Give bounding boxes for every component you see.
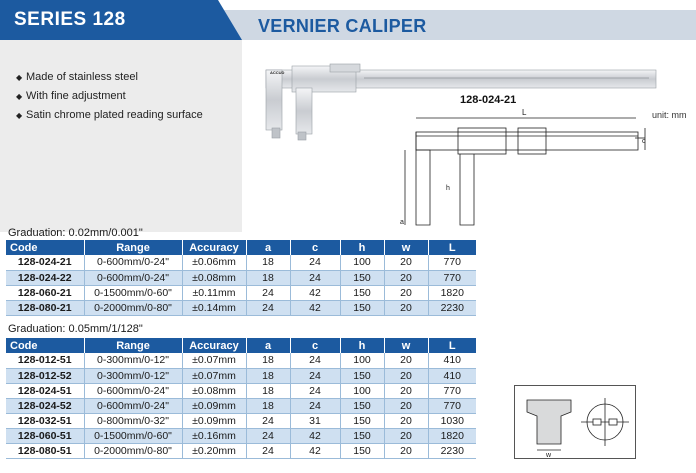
table-cell: 24 xyxy=(290,255,340,270)
table-cell: ±0.07mm xyxy=(182,368,246,383)
fixed-jaw-photo xyxy=(266,70,282,130)
table-cell: 0-1500mm/0-60" xyxy=(84,285,182,300)
table-cell: 150 xyxy=(340,300,384,315)
moving-jaw-photo xyxy=(296,88,312,134)
table-cell: 150 xyxy=(340,368,384,383)
table-cell: 150 xyxy=(340,413,384,428)
table-cell: 770 xyxy=(428,255,476,270)
table-cell: 128-080-51 xyxy=(6,443,84,458)
fixed-jaw-tip-photo xyxy=(272,128,280,138)
table-cell: 20 xyxy=(384,300,428,315)
table-cell: 128-080-21 xyxy=(6,300,84,315)
table-cell: 410 xyxy=(428,353,476,368)
table-cell: 18 xyxy=(246,255,290,270)
diagram-beam xyxy=(416,132,638,150)
table-cell: 20 xyxy=(384,383,428,398)
table-cell: 128-024-52 xyxy=(6,398,84,413)
table-cell: 18 xyxy=(246,368,290,383)
table-cell: 18 xyxy=(246,383,290,398)
column-header: Range xyxy=(84,240,182,255)
table-row xyxy=(6,398,476,413)
table-cell: 18 xyxy=(246,270,290,285)
table-row xyxy=(6,353,476,368)
diamond-bullet-icon: ◆ xyxy=(16,111,23,120)
dimension-label-h: h xyxy=(446,185,450,192)
jaw-profile-icon xyxy=(527,400,571,444)
table-cell: 2230 xyxy=(428,443,476,458)
section-left-mark xyxy=(593,419,601,425)
table-cell: ±0.20mm xyxy=(182,443,246,458)
series-title: SERIES 128 xyxy=(14,9,126,30)
table-cell: 0-2000mm/0-80" xyxy=(84,300,182,315)
feature-text: Made of stainless steel xyxy=(26,71,138,83)
table-cell: 1820 xyxy=(428,285,476,300)
column-header: c xyxy=(290,338,340,353)
column-header: Range xyxy=(84,338,182,353)
table-cell: 128-024-22 xyxy=(6,270,84,285)
table-cell: 24 xyxy=(246,285,290,300)
diamond-bullet-icon: ◆ xyxy=(16,92,23,101)
table-cell: 20 xyxy=(384,255,428,270)
table-cell: 24 xyxy=(246,443,290,458)
table-cell: 24 xyxy=(246,413,290,428)
table-cell: 42 xyxy=(290,285,340,300)
table-cell: 0-800mm/0-32" xyxy=(84,413,182,428)
table-cell: 770 xyxy=(428,270,476,285)
jaw-detail-drawing xyxy=(515,386,635,458)
table-row xyxy=(6,443,476,458)
table-cell: 0-600mm/0-24" xyxy=(84,255,182,270)
column-header: Accuracy xyxy=(182,240,246,255)
diamond-bullet-icon: ◆ xyxy=(16,73,23,82)
table-cell: 0-300mm/0-12" xyxy=(84,368,182,383)
table-cell: 20 xyxy=(384,353,428,368)
table-cell: ±0.16mm xyxy=(182,428,246,443)
table-cell: ±0.08mm xyxy=(182,383,246,398)
table-cell: 128-024-21 xyxy=(6,255,84,270)
table-cell: 150 xyxy=(340,285,384,300)
graduation-label-1: Graduation: 0.02mm/0.001" xyxy=(8,227,143,239)
product-title: VERNIER CALIPER xyxy=(258,16,427,36)
column-header: Code xyxy=(6,240,84,255)
spec-table-1 xyxy=(6,240,476,316)
table-cell: 0-2000mm/0-80" xyxy=(84,443,182,458)
table-row xyxy=(6,428,476,443)
table-cell: 1030 xyxy=(428,413,476,428)
table-cell: 128-032-51 xyxy=(6,413,84,428)
diagram-model-code: 128-024-21 xyxy=(460,94,517,106)
table-cell: 770 xyxy=(428,383,476,398)
feature-list xyxy=(16,68,203,125)
brand-mark: ACCUD xyxy=(270,70,285,75)
table-cell: 410 xyxy=(428,368,476,383)
table-cell: ±0.08mm xyxy=(182,270,246,285)
feature-item xyxy=(16,87,203,106)
feature-text: Satin chrome plated reading surface xyxy=(26,109,203,121)
table-header-row xyxy=(6,240,476,255)
table-cell: 20 xyxy=(384,368,428,383)
table-cell: 0-600mm/0-24" xyxy=(84,383,182,398)
table-cell: 20 xyxy=(384,413,428,428)
width-label: w xyxy=(546,452,552,458)
table-cell: 770 xyxy=(428,398,476,413)
table-cell: 0-300mm/0-12" xyxy=(84,353,182,368)
moving-jaw-tip-photo xyxy=(298,132,306,140)
column-header: w xyxy=(384,338,428,353)
feature-text: With fine adjustment xyxy=(26,90,126,102)
column-header: h xyxy=(340,338,384,353)
table-cell: 150 xyxy=(340,428,384,443)
table-row xyxy=(6,383,476,398)
table-cell: 31 xyxy=(290,413,340,428)
table-row xyxy=(6,300,476,315)
table-cell: 24 xyxy=(246,300,290,315)
table-cell: ±0.07mm xyxy=(182,353,246,368)
fine-adjust-photo xyxy=(330,64,360,72)
feature-item xyxy=(16,68,203,87)
feature-item xyxy=(16,106,203,125)
table-row xyxy=(6,285,476,300)
table-cell: 24 xyxy=(290,270,340,285)
table-cell: 128-012-51 xyxy=(6,353,84,368)
graduation-label-2: Graduation: 0.05mm/1/128" xyxy=(8,323,143,335)
spec-table-2 xyxy=(6,338,476,459)
table-cell: 0-1500mm/0-60" xyxy=(84,428,182,443)
table-header-row xyxy=(6,338,476,353)
table-cell: 24 xyxy=(246,428,290,443)
column-header: L xyxy=(428,338,476,353)
table-cell: 24 xyxy=(290,353,340,368)
table-cell: ±0.06mm xyxy=(182,255,246,270)
table-cell: 150 xyxy=(340,270,384,285)
column-header: h xyxy=(340,240,384,255)
column-header: Code xyxy=(6,338,84,353)
table-cell: 18 xyxy=(246,398,290,413)
diagram-moving-jaw xyxy=(460,154,474,225)
table-cell: 128-024-51 xyxy=(6,383,84,398)
jaw-detail-box xyxy=(514,385,636,459)
table-cell: 128-060-21 xyxy=(6,285,84,300)
table-cell: 2230 xyxy=(428,300,476,315)
column-header: L xyxy=(428,240,476,255)
table-cell: 100 xyxy=(340,353,384,368)
dimension-label-L: L xyxy=(522,108,527,117)
table-cell: 20 xyxy=(384,443,428,458)
table-cell: ±0.11mm xyxy=(182,285,246,300)
table-cell: 18 xyxy=(246,353,290,368)
table-cell: 42 xyxy=(290,443,340,458)
table-cell: 1820 xyxy=(428,428,476,443)
table-cell: 24 xyxy=(290,383,340,398)
dimension-label-a: a xyxy=(400,219,404,226)
table-cell: 20 xyxy=(384,398,428,413)
table-cell: 20 xyxy=(384,270,428,285)
table-cell: 42 xyxy=(290,428,340,443)
column-header: a xyxy=(246,338,290,353)
table-cell: ±0.09mm xyxy=(182,398,246,413)
table-cell: 100 xyxy=(340,383,384,398)
table-cell: 150 xyxy=(340,398,384,413)
table-cell: 20 xyxy=(384,285,428,300)
column-header: w xyxy=(384,240,428,255)
section-right-mark xyxy=(609,419,617,425)
table-cell: 0-600mm/0-24" xyxy=(84,270,182,285)
unit-label: unit: mm xyxy=(652,110,687,120)
table-cell: 42 xyxy=(290,300,340,315)
diagram-fixed-jaw xyxy=(416,132,430,225)
table-cell: 128-060-51 xyxy=(6,428,84,443)
table-row xyxy=(6,368,476,383)
dimension-label-c: c xyxy=(642,138,646,145)
column-header: a xyxy=(246,240,290,255)
table-cell: 20 xyxy=(384,428,428,443)
table-cell: 150 xyxy=(340,443,384,458)
table-cell: 0-600mm/0-24" xyxy=(84,398,182,413)
table-cell: 128-012-52 xyxy=(6,368,84,383)
column-header: c xyxy=(290,240,340,255)
table-row xyxy=(6,413,476,428)
column-header: Accuracy xyxy=(182,338,246,353)
table-row xyxy=(6,255,476,270)
table-cell: ±0.09mm xyxy=(182,413,246,428)
table-cell: 24 xyxy=(290,398,340,413)
table-cell: 100 xyxy=(340,255,384,270)
table-cell: ±0.14mm xyxy=(182,300,246,315)
table-cell: 24 xyxy=(290,368,340,383)
table-row xyxy=(6,270,476,285)
